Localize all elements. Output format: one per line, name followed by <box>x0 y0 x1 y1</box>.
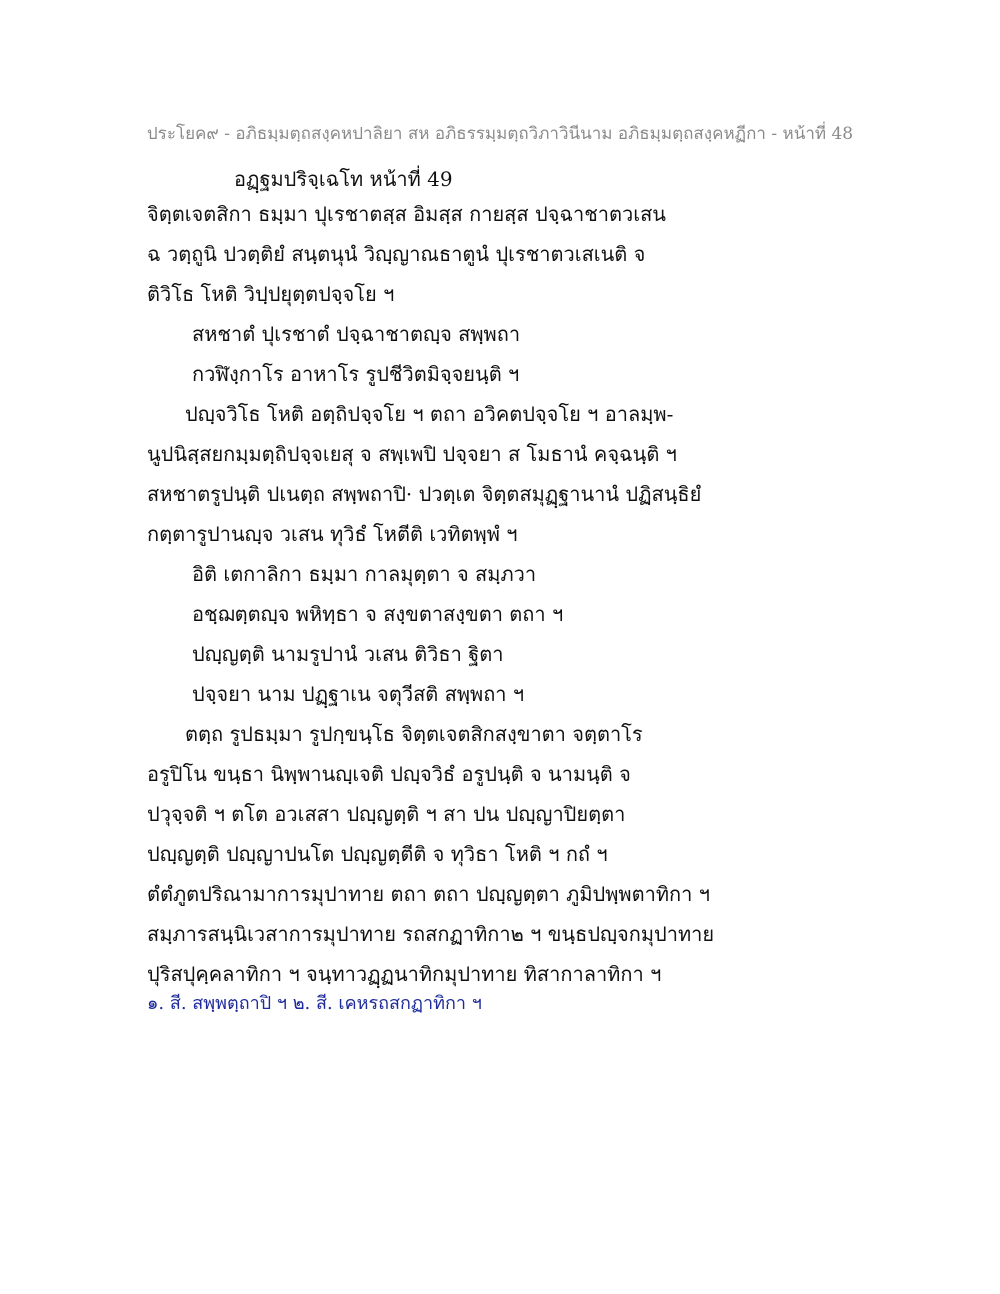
footnote: ๑. สี. สพฺพตฺถาปิ ฯ ๒. สี. เคหรถสกฏาทิกา ฯ <box>147 993 482 1014</box>
verse-line: ปจฺจยา นาม ปฏฺฐาเน จตุวีสติ สพฺพถา ฯ <box>192 682 525 706</box>
text-line: นูปนิสฺสยกมฺมตฺถิปจฺจเยสุ จ สพฺเพปิ ปจฺจยา ส โมธานํ คจฺฉนฺติ ฯ <box>147 442 677 466</box>
chapter-subtitle: อฏฺฐมปริจฺเฉโท หน้าที่ 49 <box>234 167 453 191</box>
text-line: ปุริสปุคฺคลาทิกา ฯ จนฺทาวฏฺฏนาทิกมุปาทาย ทิสากาลาทิกา ฯ <box>147 962 662 986</box>
verse-line: สหชาตํ ปุเรชาตํ ปจฺฉาชาตญฺจ สพฺพถา <box>192 322 521 346</box>
text-line: ติวิโธ โหติ วิปฺปยุตฺตปจฺจโย ฯ <box>147 282 395 306</box>
text-line: ปวุจฺจติ ฯ ตโต อวเสสา ปญฺญตฺติ ฯ สา ปน ปญฺญาปิยตฺตา <box>147 802 626 826</box>
text-line: อรูปิโน ขนฺธา นิพฺพานญฺเจติ ปญฺจวิธํ อรูปนฺติ จ นามนฺติ จ <box>147 762 631 786</box>
text-line: กตฺตารูปานญฺจ วเสน ทุวิธํ โหตีติ เวทิตพฺพํ ฯ <box>147 522 518 546</box>
text-line: ตตฺถ รูปธมฺมา รูปกฺขนฺโธ จิตฺตเจตสิกสงฺขาตา จตฺตาโร <box>185 722 643 746</box>
running-header: ประโยค๙ - อภิธมฺมตฺถสงฺคหปาลิยา สห อภิธรรมฺมตฺถวิภาวินีนาม อภิธมฺมตฺถสงฺคหฏีกา - หน้าที่ 48 <box>146 124 854 144</box>
text-line: จิตฺตเจตสิกา ธมฺมา ปุเรชาตสฺส อิมสฺส กายสฺส ปจฺฉาชาตวเสน <box>147 202 666 226</box>
verse-line: กวฬิงฺกาโร อาหาโร รูปชีวิตมิจฺจยนฺติ ฯ <box>192 362 520 386</box>
verse-line: ปญฺญตฺติ นามรูปานํ วเสน ติวิธา ฐิตา <box>192 642 504 666</box>
text-line: สมฺภารสนฺนิเวสาการมุปาทาย รถสกฏาทิกา๒ ฯ ขนฺธปญฺจกมุปาทาย <box>147 922 715 946</box>
verse-line: อิติ เตกาลิกา ธมฺมา กาลมุตฺตา จ สมฺภวา <box>192 562 537 586</box>
text-line: ฉ วตฺถูนิ ปวตฺติยํ สนฺตนุนํ วิญฺญาณธาตูนํ ปุเรชาตวเสเนติ จ <box>147 242 646 266</box>
verse-line: อชฺฌตฺตญฺจ พหิทฺธา จ สงฺขตาสงฺขตา ตถา ฯ <box>192 602 564 626</box>
text-line: ตํตํภูตปริณามาการมุปาทาย ตถา ตถา ปญฺญตฺตา ภูมิปพฺพตาทิกา ฯ <box>147 882 710 906</box>
text-line: ปญฺญตฺติ ปญฺญาปนโต ปญฺญตฺตีติ จ ทุวิธา โหติ ฯ กถํ ฯ <box>147 842 608 866</box>
text-line: ปญฺจวิโธ โหติ อตฺถิปจฺจโย ฯ ตถา อวิคตปจฺจโย ฯ อาลมฺพ- <box>185 402 674 426</box>
text-line: สหชาตรูปนฺติ ปเนตฺถ สพฺพถาปิ· ปวตฺเต จิตฺตสมุฏฺฐานานํ ปฏิสนฺธิยํ <box>147 482 702 506</box>
